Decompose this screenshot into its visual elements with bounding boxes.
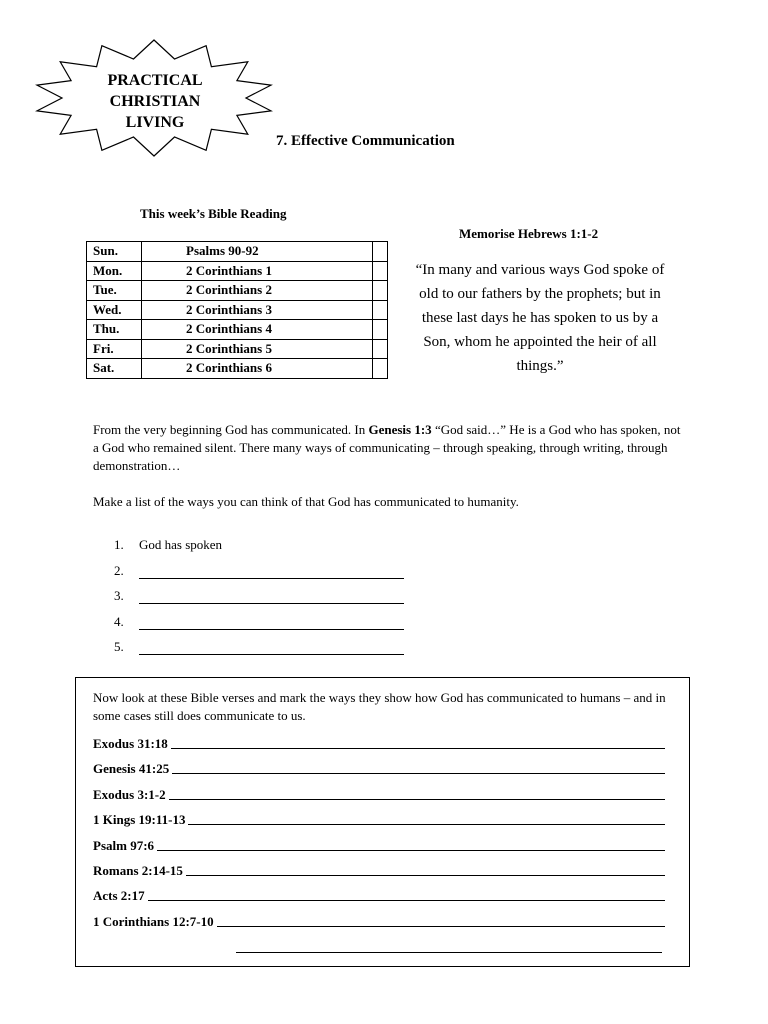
reading-passage: 2 Corinthians 3 [142, 300, 373, 320]
intro-reference: Genesis 1:3 [368, 422, 432, 437]
reading-day: Wed. [87, 300, 142, 320]
reading-checkbox[interactable] [373, 339, 388, 359]
verse-reference: Psalm 97:6 [93, 837, 155, 853]
reading-passage: 2 Corinthians 2 [142, 281, 373, 301]
verse-reference: Romans 2:14-15 [93, 863, 183, 878]
verse-reference: Exodus 3:1-2 [93, 786, 166, 802]
lesson-title: 7. Effective Communication [276, 133, 455, 149]
list-item [114, 614, 404, 634]
list-number: 3. [114, 588, 124, 603]
verse-row [93, 730, 665, 752]
answer-line[interactable] [157, 849, 665, 851]
reading-checkbox[interactable] [373, 281, 388, 301]
verse-row [93, 781, 665, 803]
answer-line[interactable] [171, 747, 665, 749]
verse-reference: 1 Corinthians 12:7-10 [93, 913, 214, 929]
list-number: 2. [114, 562, 124, 578]
answer-line[interactable] [139, 564, 404, 579]
reading-row [87, 320, 388, 340]
list-prompt: Make a list of the ways you can think of that God has communicated to humanity. [93, 494, 519, 509]
reading-heading: This week’s Bible Reading [140, 206, 287, 221]
list-number: 1. [114, 537, 124, 552]
verse-row [93, 908, 665, 930]
reading-checkbox[interactable] [373, 359, 388, 379]
reading-passage: 2 Corinthians 4 [142, 320, 373, 340]
verse-row [93, 857, 665, 879]
reading-checkbox[interactable] [373, 242, 388, 262]
list-item [114, 563, 404, 583]
verse-row [93, 882, 665, 904]
answer-line[interactable] [188, 823, 665, 825]
reading-day: Thu. [87, 320, 142, 340]
reading-row [87, 339, 388, 359]
reading-day: Tue. [87, 281, 142, 301]
box-intro: Now look at these Bible verses and mark the ways they show how God has communicated to humans – and in some cases still does communicate to us. [93, 690, 666, 723]
list-text: God has spoken [139, 537, 223, 552]
verse-row [93, 806, 665, 828]
reading-day: Sun. [87, 242, 142, 262]
verse-reference: 1 Kings 19:11-13 [93, 812, 186, 828]
verse-reference: Genesis 41:25 [93, 761, 170, 777]
reading-row [87, 281, 388, 301]
badge-line: LIVING [125, 114, 185, 131]
memorise-heading: Memorise Hebrews 1:1-2 [459, 226, 599, 241]
answer-line[interactable] [148, 899, 665, 901]
verse-reference: Acts 2:17 [93, 888, 145, 904]
list-item [114, 537, 222, 557]
list-item [114, 639, 404, 659]
reading-passage: 2 Corinthians 1 [142, 261, 373, 281]
reading-day: Sat. [87, 359, 142, 379]
list-number: 5. [114, 639, 124, 654]
intro-paragraph [93, 421, 683, 475]
reading-row [87, 261, 388, 281]
reading-day: Fri. [87, 339, 142, 359]
verse-reference: Exodus 31:18 [93, 736, 168, 751]
badge-title [70, 70, 240, 133]
answer-line[interactable] [236, 952, 662, 953]
reading-checkbox[interactable] [373, 300, 388, 320]
verse-row [93, 755, 665, 777]
reading-row [87, 242, 388, 262]
reading-passage: 2 Corinthians 6 [142, 359, 373, 379]
reading-row [87, 359, 388, 379]
answer-line[interactable] [139, 615, 404, 630]
badge-line: CHRISTIAN [109, 93, 201, 110]
answer-line[interactable] [217, 925, 665, 927]
answer-line[interactable] [139, 640, 404, 655]
list-number: 4. [114, 613, 124, 629]
answer-line[interactable] [172, 772, 665, 774]
reading-passage: Psalms 90-92 [142, 242, 373, 262]
reading-checkbox[interactable] [373, 320, 388, 340]
answer-line[interactable] [169, 798, 665, 800]
memory-verse: “In many and various ways God spoke of old to our fathers by the prophets; but in these last days he has spoken to us by a Son, whom he appointed the heir of all things.” [415, 262, 665, 374]
reading-checkbox[interactable] [373, 261, 388, 281]
reading-passage: 2 Corinthians 5 [142, 339, 373, 359]
reading-table [86, 241, 388, 379]
intro-text: “God said…” He is a God who has spoken, not a God who remained silent. There many ways of communicating – through speaking, through writing, through demonstration… [93, 422, 681, 473]
list-item [114, 588, 404, 608]
intro-text: From the very beginning God has communicated. In [93, 422, 369, 437]
badge-line: PRACTICAL [107, 72, 203, 89]
reading-row [87, 300, 388, 320]
verse-row [93, 832, 665, 854]
answer-line[interactable] [186, 874, 665, 876]
answer-line[interactable] [139, 589, 404, 604]
reading-day: Mon. [87, 261, 142, 281]
